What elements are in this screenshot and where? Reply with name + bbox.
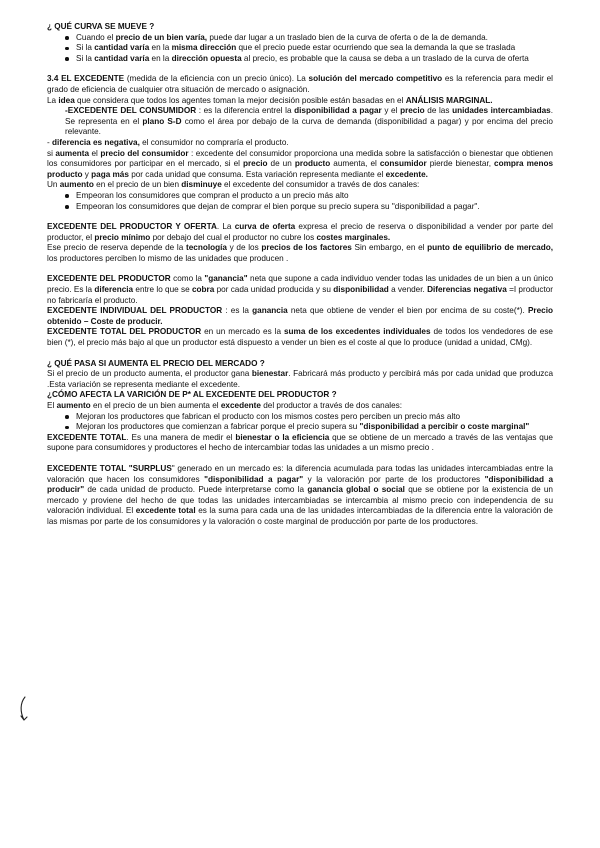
paragraph: Un aumento en el precio de un bien disminuye el excedente del consumidor a través de dos canales: [47,180,420,190]
paragraph: Ese precio de reserva depende de la tecnología y de los precios de los factores Sin embargo, en el punto de equilibrio de mercado, los productores perciben lo mismo de las unidades que producen . [47,243,553,263]
paragraph: EXCEDENTE TOTAL. Es una manera de medir el bienestar o la eficiencia que se obtiene de un mercado a través de las ventajas que supone para consumidores y productores el hecho de intercambiar todas las unidades a un mismo precio . [47,432,553,453]
list-item: Si la cantidad varía en la misma dirección que el precio puede estar ocurriendo que sea la demanda la que se traslada [65,43,553,54]
list-item: Cuando el precio de un bien varía, puede dar lugar a un traslado bien de la curva de oferta o de la de demanda. [65,33,553,44]
bullet-list [47,191,553,212]
list-item: Mejoran los productores que comienzan a fabricar porque el precio supera su "disponibilidad a percibir o coste marginal" [65,422,553,433]
section-heading: ¿CÓMO AFECTA LA VARICIÓN DE P* AL EXCEDENTE DEL PRODUCTOR ? [47,390,337,400]
paragraph: La idea que considera que todos los agentes toman la mejor decisión posible están basadas en el ANÁLISIS MARGINAL. [47,95,493,105]
paragraph: EXCEDENTE INDIVIDUAL DEL PRODUCTOR : es la ganancia neta que obtiene de vender el bien por encima de su coste(*). Precio obtenido – Coste de producir. [47,306,553,326]
list-item: Empeoran los consumidores que compran el producto a un precio más alto [65,191,553,202]
section-heading: ¿ QUÉ PASA SI AUMENTA EL PRECIO DEL MERCADO ? [47,358,265,368]
paragraph: - diferencia es negativa, el consumidor no compraría el producto. [47,137,289,147]
list-item: Empeoran los consumidores que dejan de comprar el bien porque su precio supera su "disponibilidad a pagar". [65,202,553,213]
section-heading: ¿ QUÉ CURVA SE MUEVE ? [47,22,155,31]
paragraph: EXCEDENTE DEL PRODUCTOR Y OFERTA. La curva de oferta expresa el precio de reserva o disponibilidad a vender por parte del productor, el precio mínimo por debajo del cual el productor no cubre los costes marginales. [47,222,554,242]
paragraph: EXCEDENTE TOTAL DEL PRODUCTOR en un mercado es la suma de los excedentes individuales de todos los vendedores de ese bien (*), el precio más bajo al que un productor está dispuesto a vender un bien es el coste al que lo produce (unidad a unidad, CMg). [47,327,553,348]
list-item: Si la cantidad varía en la dirección opuesta al precio, es probable que la causa se deba a un traslado de la curva de oferta [65,54,553,65]
paragraph: Si el precio de un producto aumenta, el productor gana bienestar. Fabricará más producto y percibirá más por cada unidad que produzca .Esta variación se representa mediante el excedente. [47,369,553,389]
paragraph: EXCEDENTE DEL PRODUCTOR como la "ganancia" neta que supone a cada individuo vender todas las unidades de un bien a un único precio. Es la diferencia entre lo que se cobra por cada unidad producida y su disponibilidad a vender. Diferencias negativa =I productor no fabricaría el producto. [47,274,554,305]
paragraph: El aumento en el precio de un bien aumenta el excedente del productor a través de dos canales: [47,401,403,410]
paragraph: EXCEDENTE TOTAL "SURPLUS" generado en un mercado es: la diferencia acumulada para todas las unidades intercambiadas entre la valoración que hacen los consumidores "disponibilidad a pagar" y la valoración por parte de los productores "disponibilidad a producir" de cada unidad de producto. Puede interpretarse como la ganancia global o social que se obtiene por la existencia de un mercado y proviene del hecho de que todas las unidades intercambiadas se intercambia al mismo precio con independencia de su valoración individual. El excedente total es la suma para cada una de las unidades intercambiadas de la diferencia entre la valoración de las mismas por parte de los consumidores y la valoración o coste marginal de producción por parte de los productores. [47,463,553,526]
list-item: Mejoran los productores que fabrican el producto con los mismos costes pero perciben un precio más alto [65,412,553,423]
bullet-list [47,33,553,65]
paragraph: -EXCEDENTE DEL CONSUMIDOR : es la diferencia entrel la disponibilidad a pagar y el precio de las unidades intercambiadas. Se representa en el plano S-D como el área por debajo de la curva de demanda (disponibilidad a pagar) y por encima del precio relevante. [65,106,554,137]
handwritten-arrow-mark [18,696,30,722]
paragraph: 3.4 EL EXCEDENTE (medida de la eficiencia con un precio único). La solución del mercado competitivo es la referencia para medir el grado de eficiencia de cualquier otra situación de mercado o asignación. [47,74,553,94]
bullet-list [47,412,553,433]
paragraph: si aumenta el precio del consumidor : excedente del consumidor proporciona una medida sobre la satisfacción o bienestar que obtienen los consumidores por participar en el mercado, si el precio de un producto aumenta, el consumidor pierde bienestar, compra menos producto y paga más por cada unidad que consuma. Esta variación representa mediante el excedente. [47,148,554,179]
document-page [47,22,553,528]
